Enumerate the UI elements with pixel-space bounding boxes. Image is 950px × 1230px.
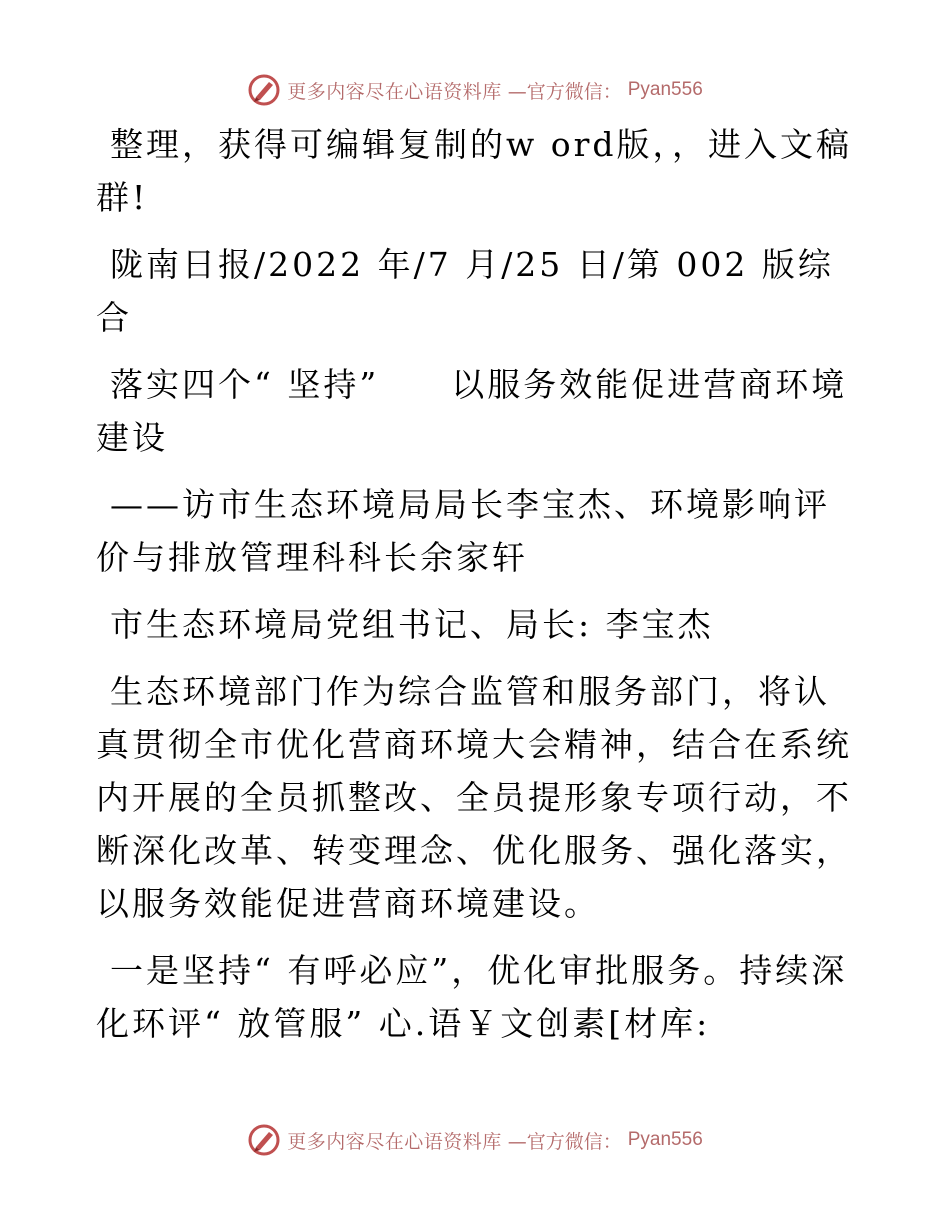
header-watermark xyxy=(0,70,950,110)
pen-logo-icon xyxy=(247,1123,281,1157)
watermark-wechat-id: Pyan556 xyxy=(627,1129,703,1150)
speaker-label: 市生态环境局党组书记、局长: 李宝杰 xyxy=(110,605,714,644)
paragraph-body-1: 生态环境部门作为综合监管和服务部门，将认真贯彻全市优化营商环境大会精神，结合在系统内开展的全员抓整改、全员提形象专项行动，不断深化改革、转变理念、优化服务、强化落实，以服务效能促进营商环境建设。 xyxy=(96,672,852,923)
watermark-text: 更多内容尽在心语资料库 xyxy=(287,1130,502,1153)
article-subtitle: ——访市生态环境局局长李宝杰、环境影响评价与排放管理科科长余家轩 xyxy=(96,485,830,577)
document-body xyxy=(96,118,856,1064)
watermark-separator: —官方微信： xyxy=(507,1130,622,1153)
watermark-separator: —官方微信： xyxy=(507,80,622,103)
paragraph-intro: 整理，获得可编辑复制的w ord版，，进入文稿群! xyxy=(96,125,853,217)
paragraph-body-2: 一是坚持“ 有呼必应”，优化审批服务。持续深化环评“ 放管服” 心.语￥文创素[材库: xyxy=(96,951,848,1043)
paragraph-source: 陇南日报/2022 年/7 月/25 日/第 002 版综合 xyxy=(96,245,834,337)
watermark-wechat-id: Pyan556 xyxy=(627,79,703,100)
watermark-text: 更多内容尽在心语资料库 xyxy=(287,80,502,103)
pen-logo-icon xyxy=(247,73,281,107)
article-title: 落实四个“ 坚持” 以服务效能促进营商环境建设 xyxy=(96,365,848,457)
footer-watermark xyxy=(0,1120,950,1160)
